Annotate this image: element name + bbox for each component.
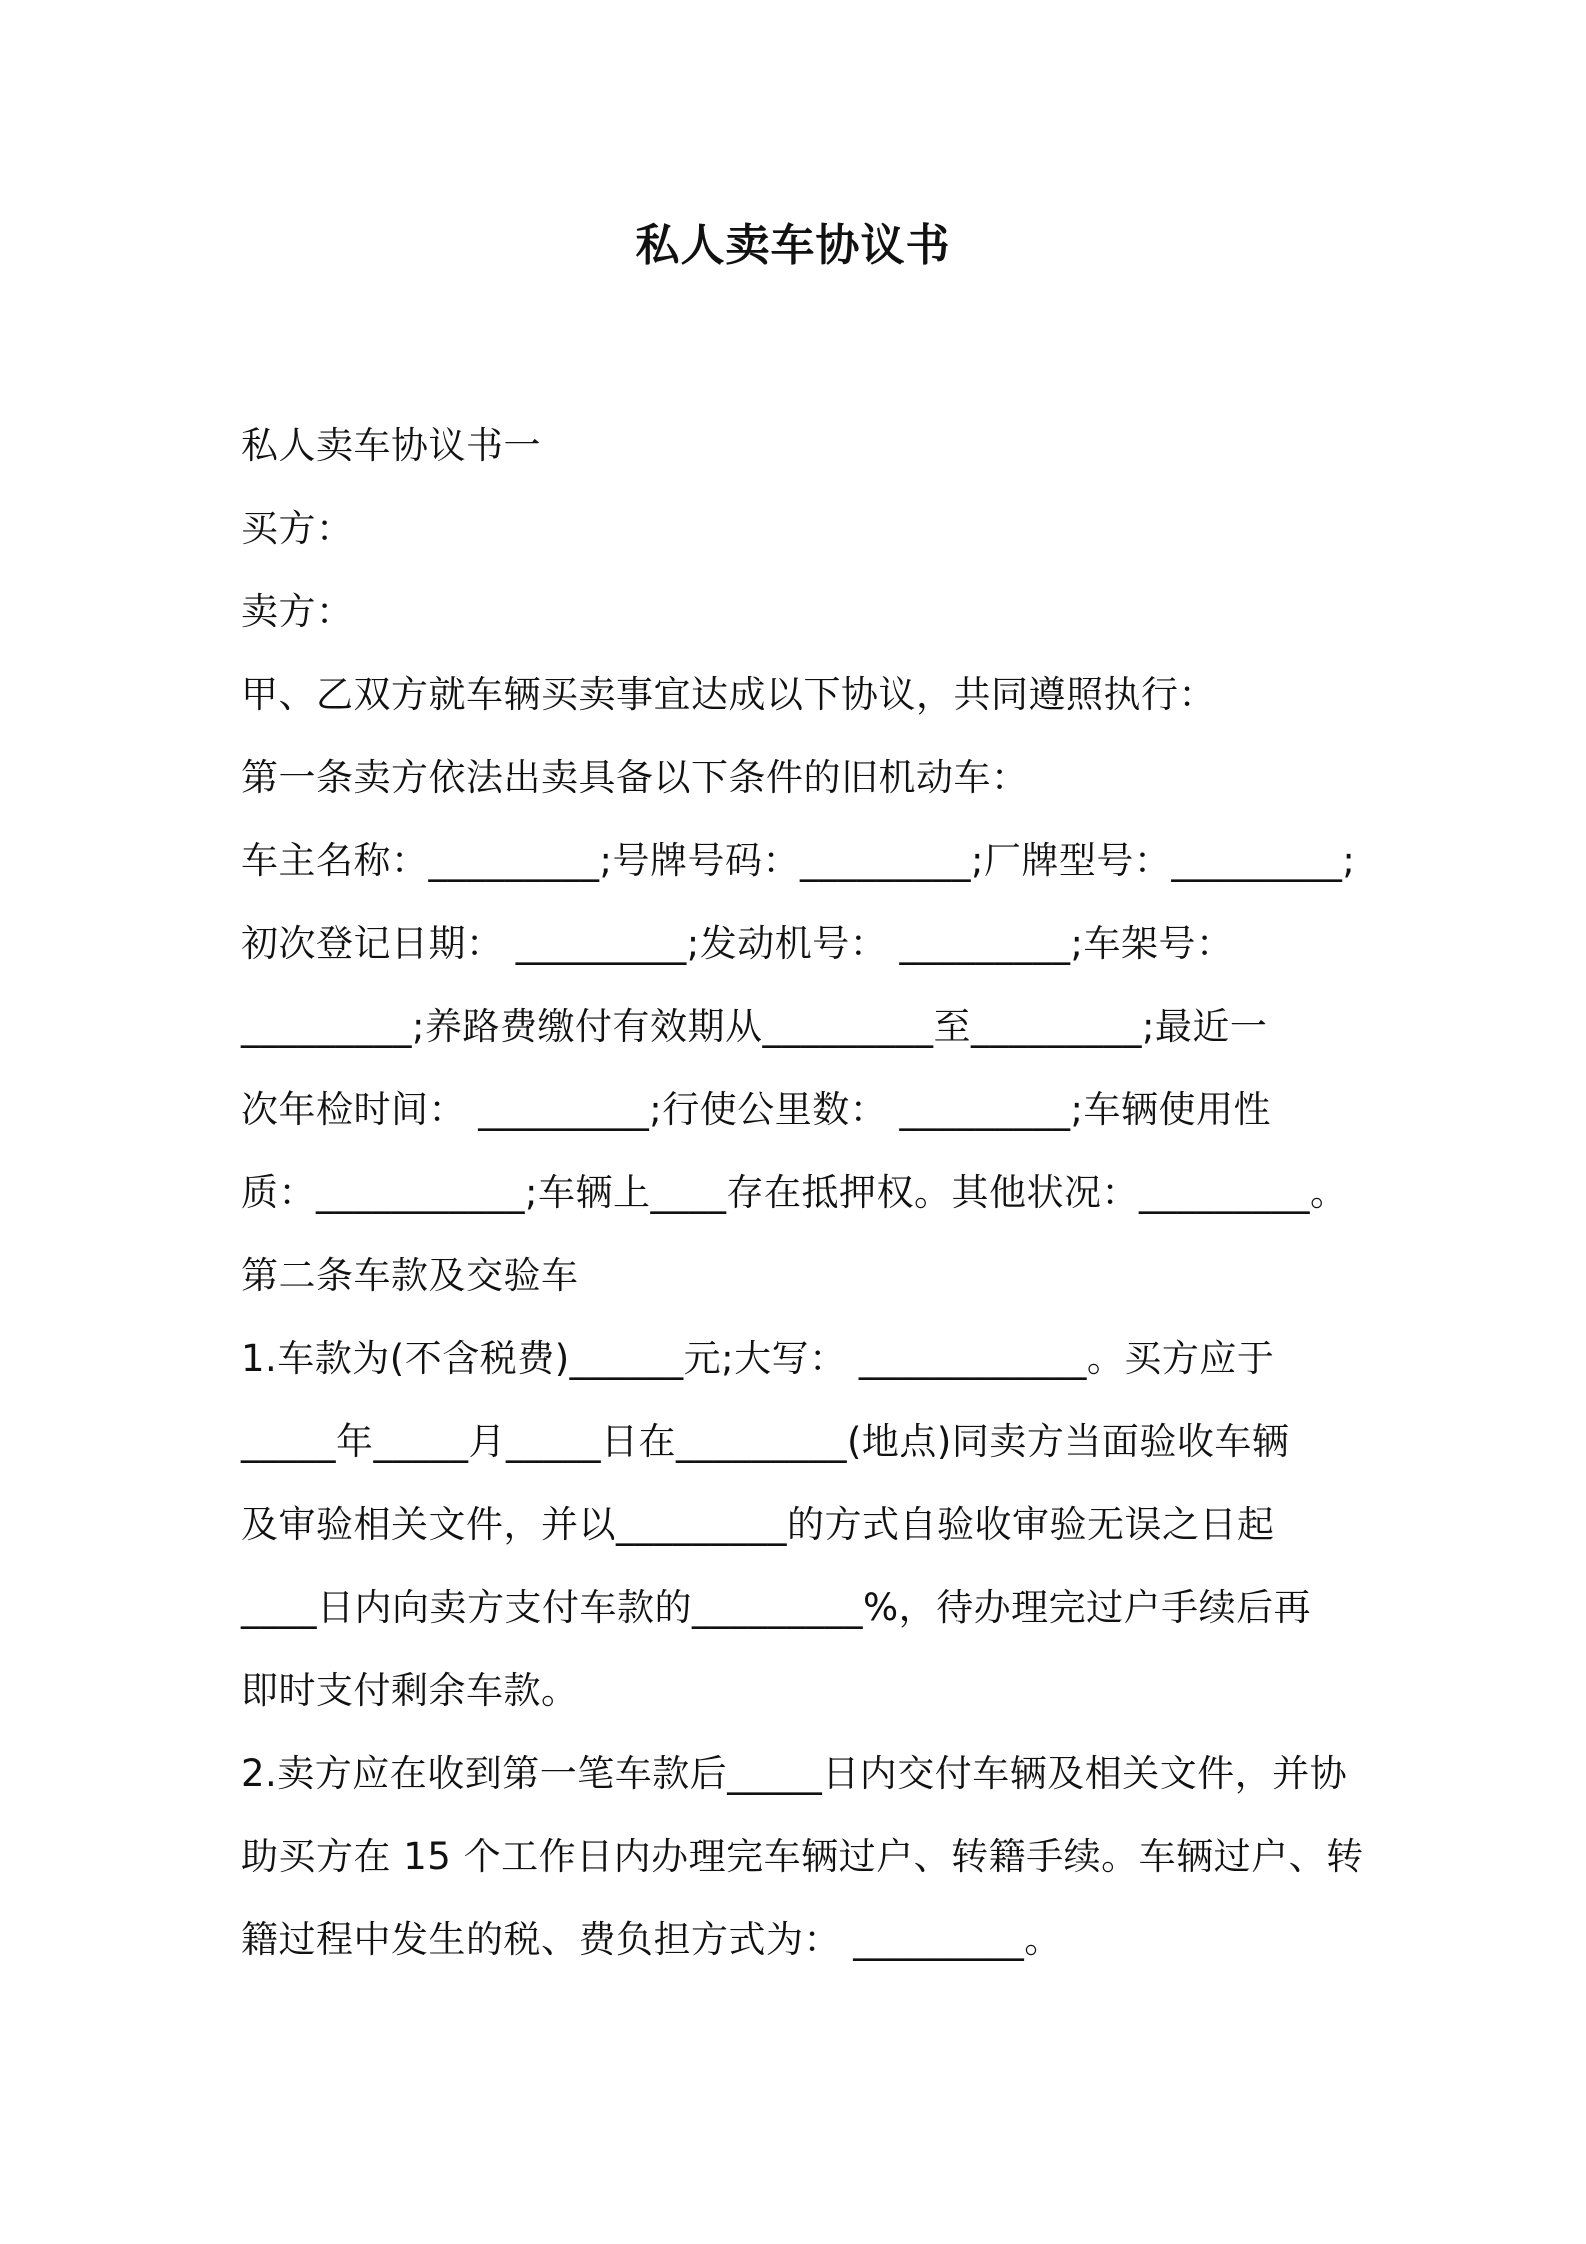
paragraph-line: 质：___________;车辆上____存在抵押权。其他状况：_________。 (241, 1171, 1348, 1214)
document-body (241, 404, 1364, 1981)
section-heading: 私人卖车协议书一 (241, 424, 541, 467)
seller-line: 卖方： (241, 590, 354, 633)
paragraph-line: 助买方在 15 个工作日内办理完车辆过户、转籍手续。车辆过户、转 (241, 1835, 1364, 1878)
paragraph-line: _________;养路费缴付有效期从_________至_________;最近一 (241, 1005, 1268, 1048)
paragraph-line: 籍过程中发生的税、费负担方式为： _________。 (241, 1918, 1062, 1961)
article-one-heading: 第一条卖方依法出卖具备以下条件的旧机动车： (241, 756, 1029, 799)
paragraph-line: 即时支付剩余车款。 (241, 1669, 579, 1712)
paragraph-line: 2.卖方应在收到第一笔车款后_____日内交付车辆及相关文件，并协 (241, 1752, 1348, 1795)
paragraph-line: _____年_____月_____日在_________(地点)同卖方当面验收车辆 (241, 1420, 1290, 1463)
article-two-heading: 第二条车款及交验车 (241, 1254, 579, 1297)
preamble-line: 甲、乙双方就车辆买卖事宜达成以下协议，共同遵照执行： (241, 673, 1216, 716)
paragraph-line: 初次登记日期： _________;发动机号： _________;车架号： (241, 922, 1234, 965)
paragraph-line: 车主名称：_________;号牌号码：_________;厂牌型号：_________; (241, 839, 1356, 882)
paragraph-line: 1.车款为(不含税费)______元;大写： ____________。买方应于 (241, 1337, 1275, 1380)
buyer-line: 买方： (241, 507, 354, 550)
paragraph-line: ____日内向卖方支付车款的_________%，待办理完过户手续后再 (241, 1586, 1312, 1629)
document-title: 私人卖车协议书 (635, 220, 951, 271)
paragraph-line: 及审验相关文件，并以_________的方式自验收审验无误之日起 (241, 1503, 1275, 1546)
paragraph-line: 次年检时间： _________;行使公里数： _________;车辆使用性 (241, 1088, 1271, 1131)
